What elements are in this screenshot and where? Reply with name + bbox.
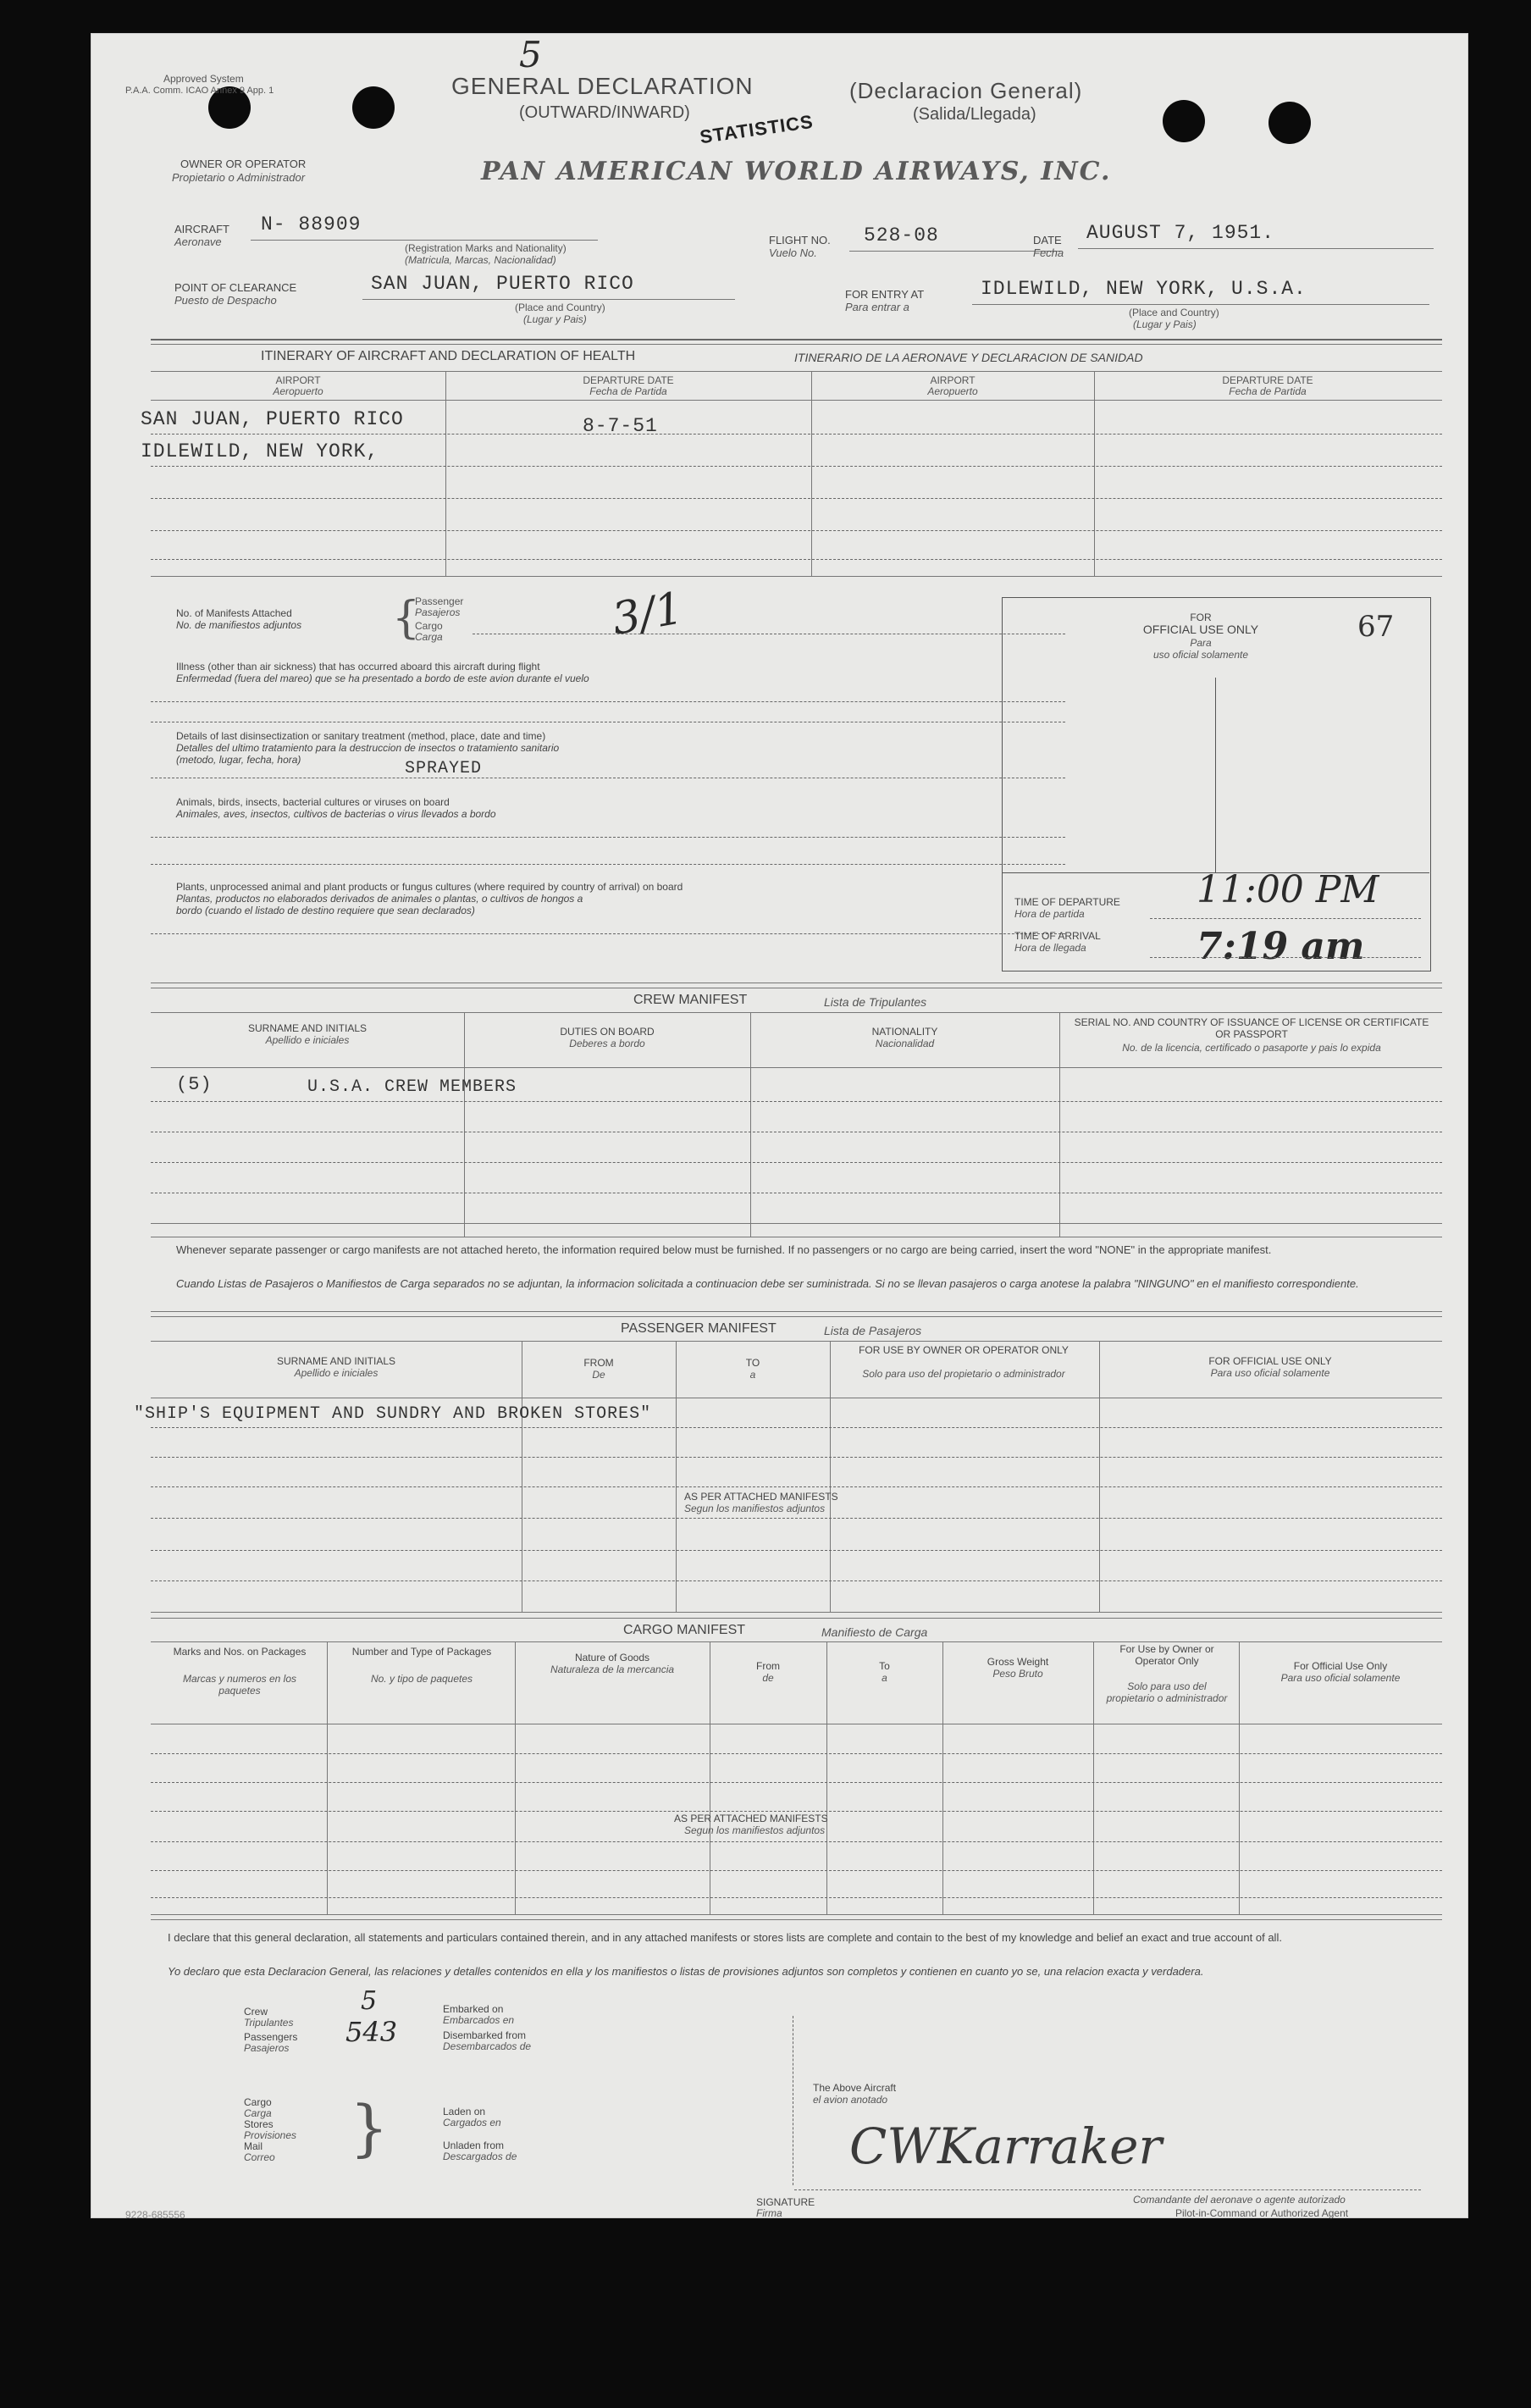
owner-label-es: Propietario o Administrador <box>172 171 306 184</box>
arrival-label-es: Hora de llegada <box>1014 942 1086 954</box>
manifests-cargo: Cargo <box>415 620 443 632</box>
crew-col-serial: SERIAL NO. AND COUNTRY OF ISSUANCE OF LICENSE OR CERTIFICATE OR PASSPORT <box>1074 1016 1429 1040</box>
cargo-title-es: Manifiesto de Carga <box>821 1625 928 1639</box>
manifest-note: Whenever separate passenger or cargo manifests are not attached hereto, the information required below must be furnished. If no passengers or no cargo are being carried, insert the word "NONE" in the appropriate manifest. <box>176 1243 1272 1256</box>
plants-label-es2: bordo (cuando el listado de destino requiere que sean declarados) <box>176 905 475 916</box>
entry-value: IDLEWILD, NEW YORK, U.S.A. <box>981 278 1307 300</box>
form-title-es: (Declaracion General) <box>849 78 1083 103</box>
cargo-title: CARGO MANIFEST <box>623 1623 746 1637</box>
itin-row2-airport: IDLEWILD, NEW YORK, <box>141 440 379 462</box>
totals-disembarked: Disembarked from <box>443 2029 527 2041</box>
form-number: 9228-685556 <box>125 2209 185 2221</box>
totals-passengers-value: 543 <box>345 2016 398 2048</box>
itin-col-date-2: DEPARTURE DATE <box>1222 374 1313 386</box>
totals-embarked-es: Embarcados en <box>443 2014 515 2026</box>
clearance-note-es: (Lugar y Pais) <box>523 313 587 325</box>
date-label-es: Fecha <box>1033 246 1064 259</box>
flight-label-es: Vuelo No. <box>769 246 817 259</box>
date-value: AUGUST 7, 1951. <box>1086 222 1275 244</box>
form-title: GENERAL DECLARATION <box>451 73 754 99</box>
crew-title: CREW MANIFEST <box>633 993 748 1007</box>
itin-row1-airport: SAN JUAN, PUERTO RICO <box>141 408 404 430</box>
pax-col-from: FROM <box>583 1357 614 1369</box>
cargo-col-number: Number and Type of Packages <box>351 1646 492 1658</box>
aircraft-label-es: Aeronave <box>174 235 222 248</box>
signature-above-es: el avion anotado <box>813 2094 888 2106</box>
official-label: OFFICIAL USE ONLY <box>1142 623 1259 636</box>
cargo-col-official-es: Para uso oficial solamente <box>1280 1672 1401 1684</box>
cargo-col-owner-es: Solo para uso del propietario o administrador <box>1106 1680 1228 1704</box>
pax-attached: AS PER ATTACHED MANIFESTS <box>684 1491 838 1503</box>
signature-role-es: Comandante del aeronave o agente autorizado <box>1133 2194 1346 2206</box>
itinerary-title: ITINERARY OF AIRCRAFT AND DECLARATION OF HEALTH <box>261 349 636 363</box>
pax-col-to: TO <box>745 1357 760 1369</box>
totals-stores: Stores <box>244 2118 274 2130</box>
official-label-es: Para <box>1190 637 1212 649</box>
entry-note: (Place and Country) <box>1129 307 1219 318</box>
totals-unladen: Unladen from <box>443 2140 505 2151</box>
departure-value: 11:00 PM <box>1197 868 1379 911</box>
aircraft-note-es: (Matricula, Marcas, Nacionalidad) <box>405 254 556 266</box>
cargo-col-official: For Official Use Only <box>1293 1660 1388 1672</box>
official-label-es2: uso oficial solamente <box>1152 649 1249 661</box>
punch-hole <box>1163 100 1205 142</box>
clearance-label: POINT OF CLEARANCE <box>174 281 297 294</box>
cargo-col-from-es: de <box>762 1672 774 1684</box>
punch-hole <box>352 86 395 129</box>
totals-laden: Laden on <box>443 2106 486 2117</box>
manifests-value: 3/1 <box>608 583 688 645</box>
totals-passengers-es: Pasajeros <box>244 2042 290 2054</box>
totals-crew: Crew <box>244 2006 268 2018</box>
cargo-col-marks: Marks and Nos. on Packages <box>173 1646 307 1658</box>
totals-laden-es: Cargados en <box>443 2117 501 2128</box>
disinsect-label: Details of last disinsectization or sanitary treatment (method, place, date and time) <box>176 730 546 742</box>
totals-cargo-es: Carga <box>244 2107 272 2119</box>
manifests-cargo-es: Carga <box>415 631 443 643</box>
departure-label: TIME OF DEPARTURE <box>1014 896 1120 908</box>
owner-label: OWNER OR OPERATOR <box>180 158 307 170</box>
manifests-passenger: Passenger <box>415 595 464 607</box>
crew-entry: U.S.A. CREW MEMBERS <box>307 1077 517 1097</box>
aircraft-note: (Registration Marks and Nationality) <box>405 242 567 254</box>
totals-stores-es: Provisiones <box>244 2129 297 2141</box>
itin-col-date-2-es: Fecha de Partida <box>1229 385 1307 397</box>
flight-value: 528-08 <box>864 224 939 246</box>
pax-col-to-es: a <box>749 1369 756 1381</box>
aircraft-value: N- 88909 <box>261 213 362 235</box>
owner-value: PAN AMERICAN WORLD AIRWAYS, INC. <box>481 157 1112 186</box>
animals-label: Animals, birds, insects, bacterial cultures or viruses on board <box>176 796 450 808</box>
crew-count: (5) <box>176 1074 213 1095</box>
disinsect-label-es: Detalles del ultimo tratamiento para la destruccion de insectos o tratamiento sanitario <box>176 742 560 754</box>
cargo-col-weight: Gross Weight <box>987 1656 1049 1668</box>
manifest-note-es: Cuando Listas de Pasajeros o Manifiestos de Carga separados no se adjuntan, la informacion solicitada a continuacion debe ser suministrada. Si no se llevan pasajeros o carga anotese la palabra "NINGUNO" en el manifiesto correspondiente. <box>176 1277 1359 1290</box>
signature-role: Pilot-in-Command or Authorized Agent <box>1175 2207 1349 2219</box>
illness-label-es: Enfermedad (fuera del mareo) que se ha presentado a bordo de este avion durante el vuelo <box>176 673 589 684</box>
page-mark: 5 <box>519 34 542 75</box>
illness-label: Illness (other than air sickness) that has occurred aboard this aircraft during flight <box>176 661 540 673</box>
departure-label-es: Hora de partida <box>1014 908 1085 920</box>
totals-crew-value: 5 <box>361 1986 378 2016</box>
declaration-text-es: Yo declaro que esta Declaracion General, las relaciones y detalles contenidos en ella y los manifiestos o listas de provisiones adjuntos son completos y contienen en cuanto yo se, una relacion exacta y verdadera. <box>168 1965 1204 1978</box>
pax-col-owner-es: Solo para uso del propietario o administrador <box>862 1368 1065 1380</box>
pax-col-owner: FOR USE BY OWNER OR OPERATOR ONLY <box>859 1344 1069 1356</box>
crew-col-duties: DUTIES ON BOARD <box>560 1026 655 1038</box>
clearance-label-es: Puesto de Despacho <box>174 294 277 307</box>
arrival-label: TIME OF ARRIVAL <box>1014 930 1101 942</box>
cargo-col-nature-es: Naturaleza de la mercancia <box>550 1663 675 1675</box>
totals-unladen-es: Descargados de <box>443 2151 517 2162</box>
itin-col-airport-2-es: Aeropuerto <box>927 385 978 397</box>
clearance-value: SAN JUAN, PUERTO RICO <box>371 273 634 295</box>
disinsect-value: SPRAYED <box>405 759 483 778</box>
crew-title-es: Lista de Tripulantes <box>824 995 927 1009</box>
document-sheet <box>91 34 1467 2221</box>
cargo-col-number-es: No. y tipo de paquetes <box>370 1673 473 1685</box>
crew-col-nationality: NATIONALITY <box>871 1026 938 1038</box>
animals-label-es: Animales, aves, insectos, cultivos de bacterias o virus llevados a bordo <box>176 808 496 820</box>
itinerary-title-es: ITINERARIO DE LA AERONAVE Y DECLARACION DE SANIDAD <box>794 351 1143 364</box>
outward-inward-es: (Salida/Llegada) <box>913 105 1036 124</box>
totals-passengers: Passengers <box>244 2031 298 2043</box>
statistics-stamp: STATISTICS <box>698 110 815 148</box>
totals-embarked: Embarked on <box>443 2003 504 2015</box>
cargo-col-to: To <box>879 1660 890 1672</box>
pax-col-from-es: De <box>592 1369 605 1381</box>
manifests-passenger-es: Pasajeros <box>415 606 461 618</box>
totals-crew-es: Tripulantes <box>244 2017 294 2029</box>
totals-disembarked-es: Desembarcados de <box>443 2040 532 2052</box>
official-number: 67 <box>1357 610 1395 644</box>
itin-col-date-1-es: Fecha de Partida <box>589 385 667 397</box>
totals-brace: } <box>350 2092 389 2163</box>
outward-inward: (OUTWARD/INWARD) <box>519 103 690 122</box>
pax-col-official-es: Para uso oficial solamente <box>1210 1367 1330 1379</box>
manifests-brace: { <box>392 593 421 644</box>
pax-col-name-es: Apellido e iniciales <box>294 1367 379 1379</box>
date-label: DATE <box>1033 234 1062 246</box>
signature-label-es: Firma <box>756 2207 782 2219</box>
pax-entry: "SHIP'S EQUIPMENT AND SUNDRY AND BROKEN STORES" <box>134 1404 652 1424</box>
approval-note: Approved System <box>163 73 244 85</box>
cargo-attached-es: Segun los manifiestos adjuntos <box>684 1824 826 1836</box>
pax-col-name: SURNAME AND INITIALS <box>276 1355 396 1367</box>
crew-col-name: SURNAME AND INITIALS <box>247 1022 368 1034</box>
crew-col-name-es: Apellido e iniciales <box>265 1034 350 1046</box>
cargo-col-marks-es: Marcas y numeros en los paquetes <box>182 1673 297 1697</box>
approval-reference: P.A.A. Comm. ICAO Annex 9 App. 1 <box>125 86 274 96</box>
entry-label: FOR ENTRY AT <box>845 288 925 301</box>
disinsect-label-es2: (metodo, lugar, fecha, hora) <box>176 754 301 766</box>
crew-col-duties-es: Deberes a bordo <box>569 1038 645 1049</box>
cargo-col-owner: For Use by Owner or Operator Only <box>1119 1643 1214 1667</box>
crew-col-serial-es: No. de la licencia, certificado o pasaporte y pais lo expida <box>1122 1042 1381 1054</box>
totals-cargo: Cargo <box>244 2096 272 2108</box>
plants-label: Plants, unprocessed animal and plant products or fungus cultures (where required by country of arrival) on board <box>176 881 683 893</box>
entry-label-es: Para entrar a <box>845 301 909 313</box>
crew-col-nationality-es: Nacionalidad <box>875 1038 935 1049</box>
passenger-title: PASSENGER MANIFEST <box>621 1321 777 1336</box>
itin-col-airport-2: AIRPORT <box>930 374 976 386</box>
punch-hole <box>1268 102 1311 144</box>
manifests-label-es: No. de manifiestos adjuntos <box>176 619 302 631</box>
itin-col-date-1: DEPARTURE DATE <box>583 374 674 386</box>
arrival-value: 7:19 am <box>1197 925 1365 968</box>
declaration-text: I declare that this general declaration, all statements and particulars contained therein, and in any attached manifests or stores lists are complete and contain to the best of my knowledge and belief an exact and true account of all. <box>168 1931 1282 1944</box>
itin-col-airport-1-es: Aeropuerto <box>273 385 323 397</box>
cargo-attached: AS PER ATTACHED MANIFESTS <box>674 1813 828 1824</box>
signature-label: SIGNATURE <box>756 2196 815 2208</box>
itin-row1-date: 8-7-51 <box>583 415 658 437</box>
flight-label: FLIGHT NO. <box>769 234 831 246</box>
totals-mail: Mail <box>244 2140 263 2152</box>
totals-mail-es: Correo <box>244 2151 275 2163</box>
cargo-col-to-es: a <box>882 1672 887 1684</box>
pax-attached-es: Segun los manifiestos adjuntos <box>684 1503 826 1514</box>
cargo-col-from: From <box>756 1660 780 1672</box>
signature-above: The Above Aircraft <box>813 2082 897 2094</box>
passenger-title-es: Lista de Pasajeros <box>824 1324 922 1337</box>
pax-col-official: FOR OFFICIAL USE ONLY <box>1208 1355 1332 1367</box>
manifests-label: No. of Manifests Attached <box>176 607 292 619</box>
cargo-col-nature: Nature of Goods <box>574 1652 650 1663</box>
itin-col-airport-1: AIRPORT <box>275 374 321 386</box>
signature-value: CWKarraker <box>849 2117 1163 2175</box>
plants-label-es: Plantas, productos no elaborados derivados de animales o plantas, o cultivos de hongos a <box>176 893 583 905</box>
aircraft-label: AIRCRAFT <box>174 223 229 235</box>
clearance-note: (Place and Country) <box>515 302 605 313</box>
official-for: FOR <box>1190 612 1212 623</box>
cargo-col-weight-es: Peso Bruto <box>992 1668 1043 1680</box>
entry-note-es: (Lugar y Pais) <box>1133 318 1197 330</box>
